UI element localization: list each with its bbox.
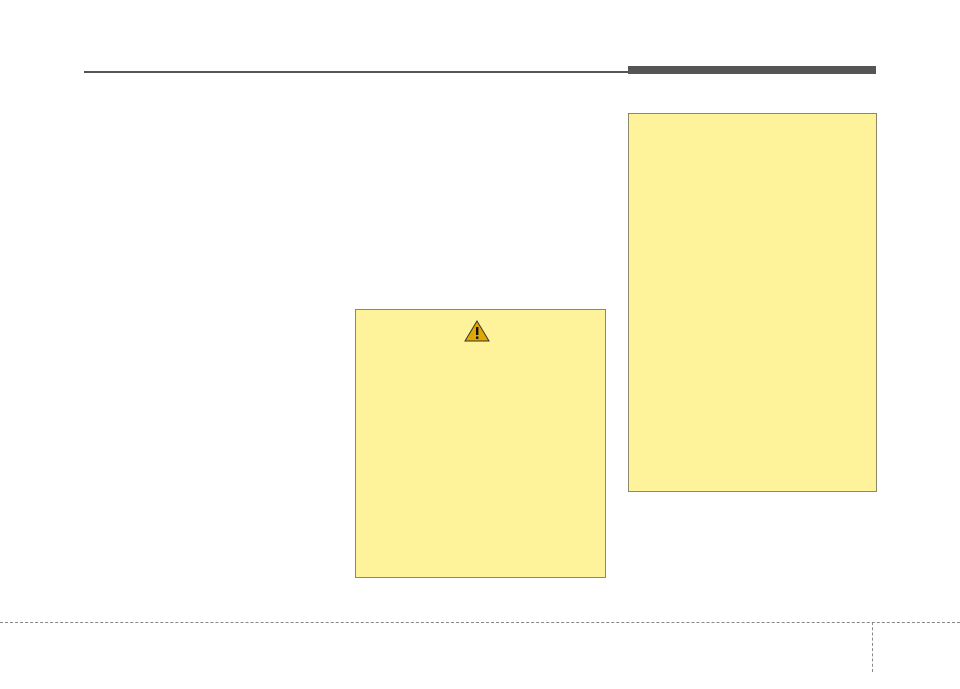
footer-divider — [872, 622, 874, 672]
warning-header — [356, 319, 605, 343]
continued-box — [628, 113, 877, 492]
footer-rule — [0, 622, 960, 623]
warning-triangle-icon — [464, 320, 490, 342]
header-rule-accent — [628, 66, 876, 74]
warning-box — [355, 309, 606, 578]
